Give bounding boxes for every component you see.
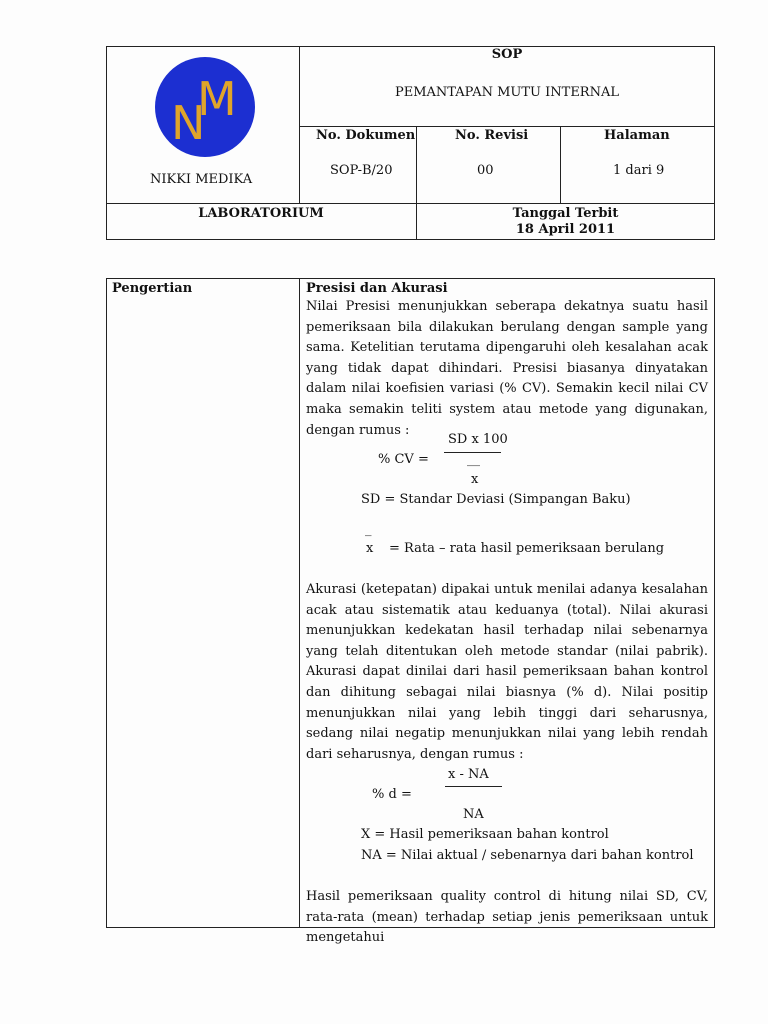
- doc-type: SOP: [491, 47, 523, 62]
- doc-title: PEMANTAPAN MUTU INTERNAL: [395, 85, 619, 100]
- page-label: Halaman: [604, 128, 670, 143]
- section-label: Pengertian: [112, 281, 193, 296]
- issue-label: Tanggal Terbit: [512, 206, 619, 221]
- content-border-right: [714, 278, 715, 928]
- paragraph-qc: Hasil pemeriksaan quality control di hitung nilai SD, CV, rata-rata (mean) terhadap setiap jenis pemeriksaan untuk mengetahui: [306, 889, 708, 946]
- xbar-overbar: _: [365, 522, 372, 537]
- d-formula-numerator: x - NA: [448, 767, 489, 782]
- sd-definition: SD = Standar Deviasi (Simpangan Baku): [361, 492, 631, 507]
- paragraph-accuracy: Akurasi (ketepatan) dipakai untuk menilai adanya kesalahan acak atau sistematik atau keduanya (total). Nilai akurasi menunjukkan kedekatan hasil terhadap nilai sebenarnya yang telah ditentukan oleh metode standar (nilai pabrik). Akurasi dapat dinilai dari hasil pemeriksaan bahan kontrol dan dihitung sebagai nilai biasnya (% d). Nilai positip menunjukkan nilai yang lebih tinggi dari seharusnya, sedang nilai negatip menunjukkan nilai yang lebih rendah dari seharusnya, dengan rumus :: [306, 582, 708, 762]
- header-divider-col2: [560, 126, 561, 204]
- header-divider-dept: [106, 203, 715, 204]
- d-formula-fraction-bar: [445, 786, 502, 787]
- content-border-left: [106, 278, 107, 928]
- content-divider-col: [299, 278, 300, 928]
- department: LABORATORIUM: [198, 206, 324, 221]
- header-divider-logo: [299, 46, 300, 204]
- d-formula-lhs: % d =: [372, 787, 412, 802]
- revision-value: 00: [477, 163, 494, 178]
- paragraph-precision: Nilai Presisi menunjukkan seberapa dekatnya suatu hasil pemeriksaan bila dilakukan berulang dengan sample yang sama. Ketelitian terutama dipengaruhi oleh kesalahan acak yang tidak dapat dihindari. Presisi biasanya dinyatakan dalam nilai koefisien variasi (% CV). Semakin kecil nilai CV maka semakin teliti system atau metode yang digunakan, dengan rumus :: [306, 299, 708, 438]
- logo-letter-n: N: [171, 96, 203, 150]
- header-divider-title: [299, 126, 715, 127]
- cv-formula-overbar: __: [467, 452, 480, 467]
- header-divider-col1: [416, 126, 417, 204]
- d-formula-denominator: NA: [463, 807, 484, 822]
- xbar-symbol: x: [366, 541, 374, 556]
- logo-letter-m: M: [197, 72, 234, 126]
- content-border-top: [106, 278, 715, 279]
- section-heading: Presisi dan Akurasi: [306, 281, 448, 296]
- revision-label: No. Revisi: [455, 128, 529, 143]
- header-border-right: [714, 46, 715, 240]
- doc-number-label: No. Dokumen: [316, 128, 416, 143]
- xbar-definition: = Rata – rata hasil pemeriksaan berulang: [389, 541, 665, 556]
- doc-number-value: SOP-B/20: [330, 163, 393, 178]
- cv-formula-denominator: x: [471, 472, 479, 487]
- na-definition: NA = Nilai aktual / sebenarnya dari bahan kontrol: [361, 848, 694, 863]
- x-definition: X = Hasil pemeriksaan bahan kontrol: [361, 827, 609, 842]
- issue-date: 18 April 2011: [515, 222, 616, 237]
- page-value: 1 dari 9: [613, 163, 665, 178]
- org-name: NIKKI MEDIKA: [150, 172, 253, 187]
- cv-formula-numerator: SD x 100: [448, 432, 508, 447]
- cv-formula-lhs: % CV =: [378, 452, 429, 467]
- header-border-bottom: [106, 239, 715, 240]
